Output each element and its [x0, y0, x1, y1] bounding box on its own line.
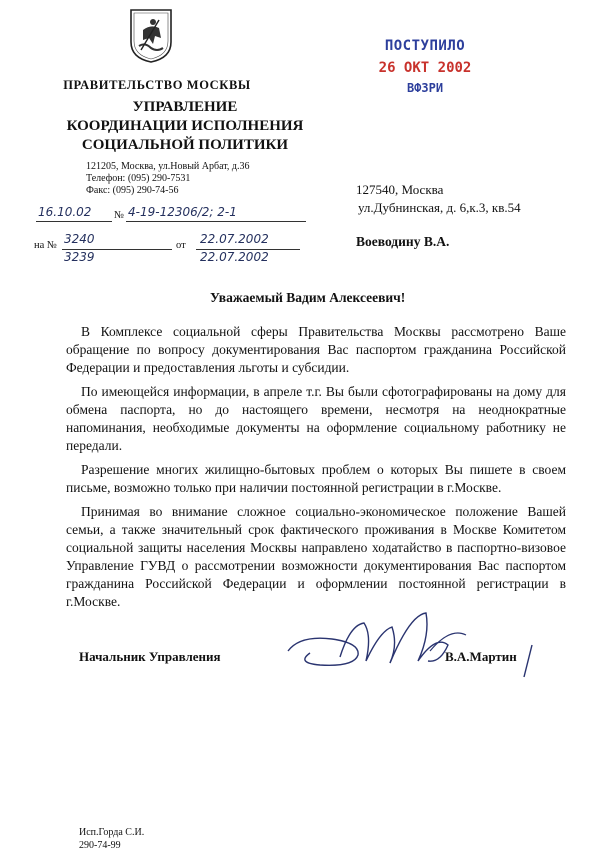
handwritten-signature-icon	[280, 605, 550, 685]
reference-date: 22.07.2002	[200, 232, 269, 246]
stamp-date: 26 ОКТ 2002	[378, 60, 472, 76]
reference-date-line	[196, 249, 300, 250]
stamp-code: ВФЗРИ	[406, 81, 444, 95]
letterhead-fax: Факс: (095) 290-74-56	[86, 185, 179, 196]
recipient-address-line: ул.Дубнинская, д. 6,к.3, кв.54	[358, 200, 521, 215]
outgoing-date-line	[36, 221, 112, 222]
letter-body	[66, 323, 566, 617]
signatory-title: Начальник Управления	[79, 649, 221, 664]
signatory-name: В.А.Мартин	[445, 649, 517, 664]
stamp-received-label: ПОСТУПИЛО	[384, 38, 466, 54]
salutation: Уважаемый Вадим Алексеевич!	[210, 290, 406, 305]
executor-info	[79, 826, 144, 852]
moscow-coat-of-arms-icon	[129, 8, 173, 64]
body-paragraph: Принимая во внимание сложное социально-экономическое положение Вашей семьи, а также значительный срок фактического проживания в Москве Комитетом социальной защиты населения Москвы направлено ходатайство в паспортно-визовое Управление ГУВД о рассмотрении возможности документирования Вас паспортом гражданина Российской Федерации и оформлении постоянной регистрации в г.Москве.	[66, 504, 566, 609]
department-line: КООРДИНАЦИИ ИСПОЛНЕНИЯ	[66, 118, 304, 134]
executor-phone: 290-74-99	[79, 840, 121, 851]
body-paragraph: Разрешение многих жилищно-бытовых проблем о которых Вы пишете в своем письме, возможно только при наличии постоянной регистрации в г.Москве.	[66, 462, 566, 495]
letterhead-contacts	[86, 161, 249, 197]
recipient-address	[356, 181, 521, 217]
outgoing-number: 4-19-12306/2; 2-1	[128, 205, 237, 219]
org-name: ПРАВИТЕЛЬСТВО МОСКВЫ	[63, 78, 251, 92]
department-line: СОЦИАЛЬНОЙ ПОЛИТИКИ	[81, 137, 289, 153]
reference-na-label: на №	[34, 240, 57, 251]
reference-ot-label: от	[176, 240, 186, 251]
body-paragraph: По имеющейся информации, в апреле т.г. Вы были сфотографированы на дому для обмена паспорта, но до настоящего времени, несмотря на неоднократные напоминания, необходимые документы на оформление социальному работнику не передали.	[66, 384, 566, 453]
executor-name: Исп.Горда С.И.	[79, 827, 145, 838]
letterhead-address: 121205, Москва, ул.Новый Арбат, д.36	[86, 161, 250, 172]
received-stamp	[370, 38, 480, 95]
recipient-name: Воеводину В.А.	[356, 234, 450, 249]
reference-number: 3239	[64, 250, 95, 264]
reference-date: 22.07.2002	[200, 250, 269, 264]
outgoing-no-label: №	[114, 210, 125, 221]
outgoing-number-line	[126, 221, 306, 222]
reference-number: 3240	[64, 232, 95, 246]
department-line: УПРАВЛЕНИЕ	[132, 99, 238, 115]
body-paragraph: В Комплексе социальной сферы Правительства Москвы рассмотрено Ваше обращение по вопросу документирования Вас паспортом гражданина Российской Федерации и предоставления льготы и субсидии.	[66, 324, 566, 375]
reference-number-line	[62, 249, 172, 250]
letterhead-phone: Телефон: (095) 290-7531	[86, 173, 191, 184]
recipient-address-line: 127540, Москва	[356, 182, 444, 197]
department-name	[40, 98, 330, 155]
outgoing-date: 16.10.02	[38, 205, 92, 219]
